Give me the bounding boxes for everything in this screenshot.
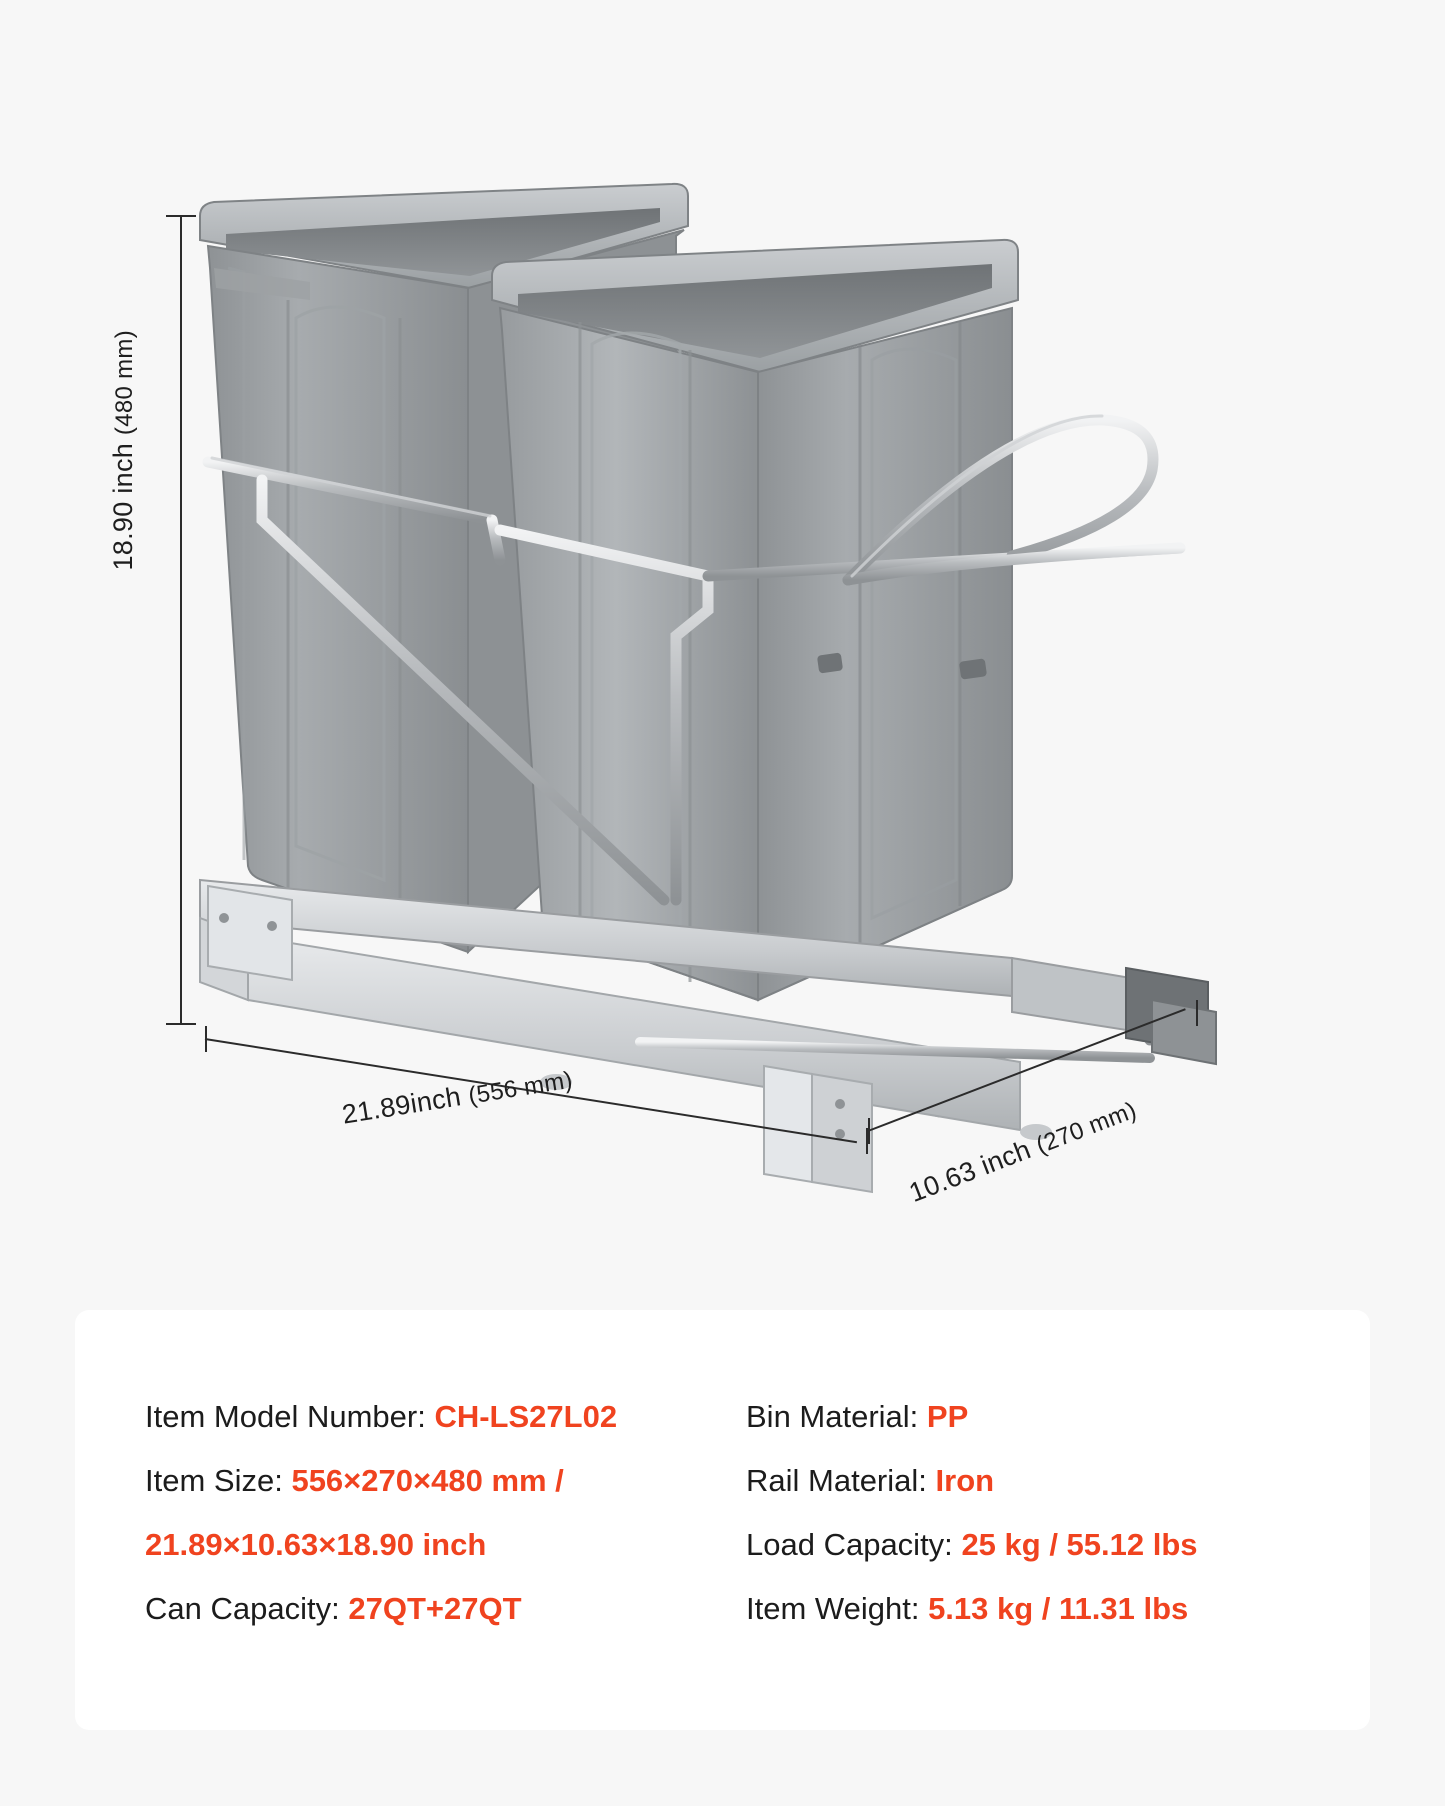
spec-value-item-weight: 5.13 kg / 11.31 lbs bbox=[928, 1591, 1189, 1626]
spec-row-model bbox=[145, 1385, 724, 1449]
spec-row-size bbox=[145, 1449, 724, 1513]
spec-value-size: 556×270×480 mm / bbox=[291, 1463, 564, 1498]
spec-row-capacity bbox=[145, 1577, 724, 1641]
spec-label-load-capacity: Load Capacity: bbox=[746, 1527, 953, 1562]
specification-column-right bbox=[724, 1385, 1325, 1641]
height-value: 18.90 inch bbox=[108, 442, 138, 571]
specification-grid bbox=[145, 1385, 1325, 1641]
depth-dimension-cap-right bbox=[1196, 1000, 1198, 1026]
spec-row-item-weight bbox=[746, 1577, 1325, 1641]
spec-row-bin-material bbox=[746, 1385, 1325, 1449]
spec-value-capacity: 27QT+27QT bbox=[348, 1591, 522, 1626]
spec-value-model: CH-LS27L02 bbox=[434, 1399, 618, 1434]
depth-value-mm: (270 mm) bbox=[1032, 1096, 1141, 1160]
width-value: 21.89inch bbox=[340, 1081, 464, 1130]
height-dimension-line bbox=[180, 215, 182, 1025]
spec-row-rail-material bbox=[746, 1449, 1325, 1513]
height-value-mm: (480 mm) bbox=[111, 330, 138, 436]
depth-value: 10.63 inch bbox=[905, 1134, 1035, 1209]
specification-column-left bbox=[145, 1385, 724, 1641]
spec-label-size: Item Size: bbox=[145, 1463, 283, 1498]
width-dimension-cap-left bbox=[205, 1026, 207, 1052]
spec-label-item-weight: Item Weight: bbox=[746, 1591, 920, 1626]
spec-value-bin-material: PP bbox=[926, 1399, 969, 1434]
spec-label-capacity: Can Capacity: bbox=[145, 1591, 340, 1626]
spec-row-load-capacity bbox=[746, 1513, 1325, 1577]
spec-value-rail-material: Iron bbox=[935, 1463, 995, 1498]
height-dimension-cap-top bbox=[166, 215, 196, 217]
depth-dimension-cap-left bbox=[868, 1118, 870, 1144]
specification-card bbox=[75, 1310, 1370, 1730]
width-value-mm: (556 mm) bbox=[466, 1066, 575, 1110]
height-dimension-label bbox=[108, 330, 139, 571]
spec-row-size-continued: 21.89×10.63×18.90 inch bbox=[145, 1527, 487, 1562]
height-dimension-cap-bottom bbox=[166, 1023, 196, 1025]
spec-label-model: Item Model Number: bbox=[145, 1399, 426, 1434]
spec-value-load-capacity: 25 kg / 55.12 lbs bbox=[961, 1527, 1198, 1562]
spec-label-bin-material: Bin Material: bbox=[746, 1399, 919, 1434]
spec-label-rail-material: Rail Material: bbox=[746, 1463, 927, 1498]
